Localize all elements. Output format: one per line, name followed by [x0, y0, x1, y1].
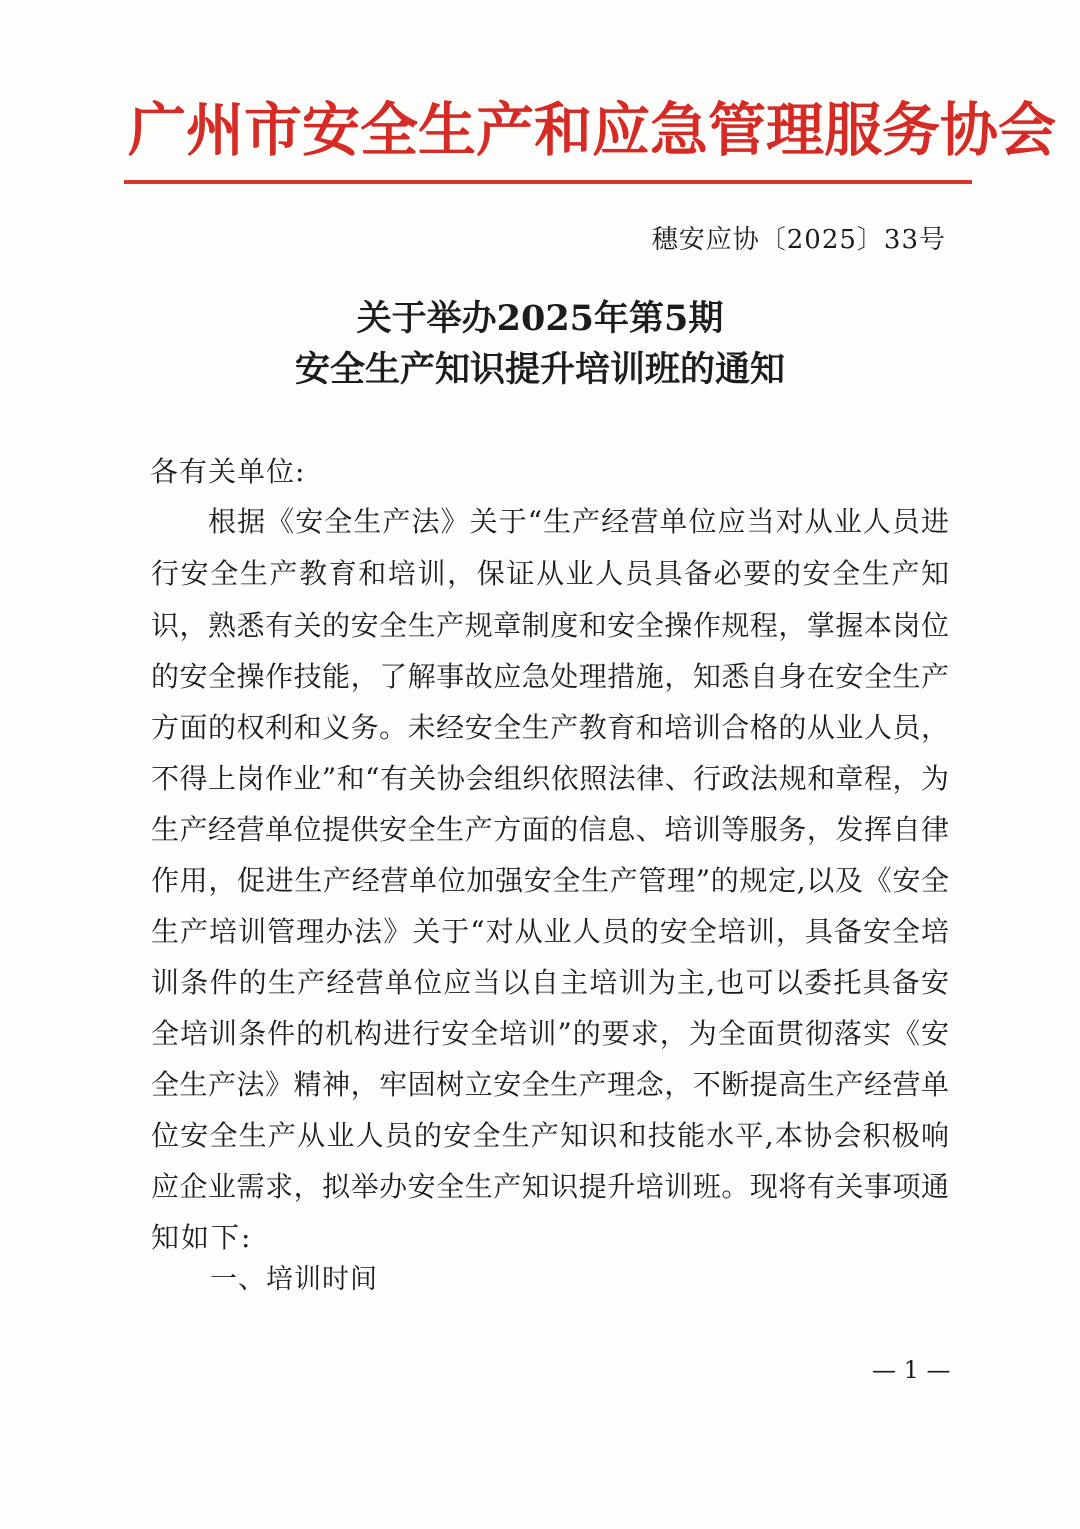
- body-line: 全生产法》精神，牢固树立安全生产理念，不断提高生产经营单: [151, 1068, 949, 1101]
- body-line: 方面的权利和义务。未经安全生产教育和培训合格的从业人员，: [151, 711, 949, 744]
- salutation: 各有关单位:: [150, 455, 306, 488]
- body-line: 识，熟悉有关的安全生产规章制度和安全操作规程，掌握本岗位: [151, 609, 949, 642]
- body-line: 的安全操作技能，了解事故应急处理措施，知悉自身在安全生产: [151, 660, 949, 693]
- page-number: — 1 —: [872, 1356, 951, 1384]
- letterhead-org-name: 广州市安全生产和应急管理服务协会: [128, 96, 1057, 164]
- document-title-line-1: 关于举办2025年第5期: [356, 298, 724, 339]
- body-line: 位安全生产从业人员的安全生产知识和技能水平,本协会积极响: [151, 1119, 949, 1152]
- document-number: 穗安应协〔2025〕33号: [651, 225, 946, 255]
- body-line: 作用，促进生产经营单位加强安全生产管理”的规定,以及《安全: [151, 864, 949, 897]
- body-line: 行安全生产教育和培训，保证从业人员具备必要的安全生产知: [151, 557, 949, 590]
- body-line: 生产培训管理办法》关于“对从业人员的安全培训，具备安全培: [151, 915, 949, 948]
- body-line: 知如下:: [151, 1221, 253, 1254]
- section-heading: 一、培训时间: [210, 1264, 378, 1295]
- body-line: 应企业需求，拟举办安全生产知识提升培训班。现将有关事项通: [151, 1170, 949, 1203]
- letterhead-red-rule: [124, 180, 972, 184]
- body-line: 不得上岗作业”和“有关协会组织依照法律、行政法规和章程，为: [151, 762, 949, 795]
- body-line: 根据《安全生产法》关于“生产经营单位应当对从业人员进: [208, 505, 949, 538]
- body-line: 全培训条件的机构进行安全培训”的要求，为全面贯彻落实《安: [151, 1017, 949, 1050]
- body-line: 训条件的生产经营单位应当以自主培训为主,也可以委托具备安: [151, 966, 949, 999]
- document-title-line-2: 安全生产知识提升培训班的通知: [294, 349, 785, 390]
- body-line: 生产经营单位提供安全生产方面的信息、培训等服务，发挥自律: [151, 813, 949, 846]
